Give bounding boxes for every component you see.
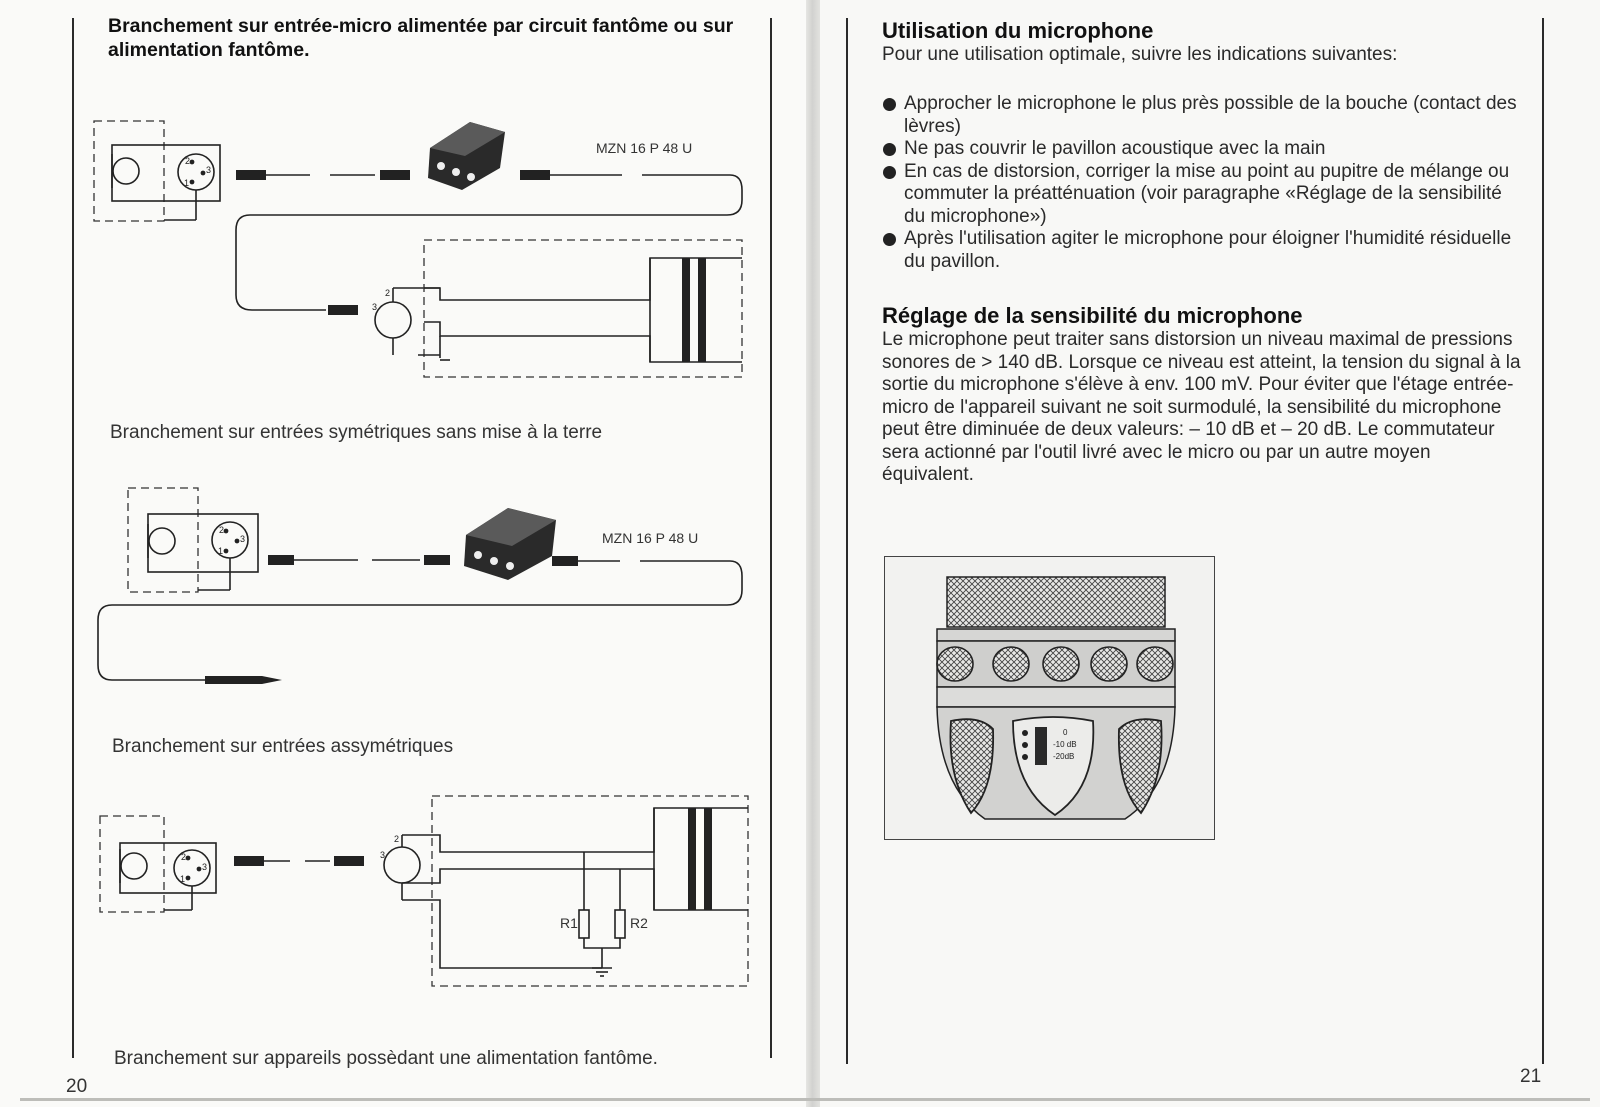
wiring-diagrams — [0, 0, 800, 1040]
pin-label-1: 1 — [184, 178, 190, 188]
pin-label-2: 2 — [185, 156, 191, 166]
input-stage-outline-1 — [424, 240, 742, 377]
section-sensitivity-title: Réglage de la sensibilité du microphone — [882, 303, 1303, 328]
grille-mesh — [947, 577, 1165, 627]
phantom-power-adapter-2 — [464, 508, 556, 580]
mic-housing-outline — [94, 121, 164, 221]
jack-plug-2 — [205, 676, 282, 684]
phantom-power-adapter-1 — [428, 122, 505, 190]
microphone-drawing — [885, 557, 1214, 839]
page-number-left: 20 — [66, 1076, 88, 1097]
svg-text:3: 3 — [380, 850, 386, 860]
usage-bullet: Après l'utilisation agiter le microphone pour éloigner l'humidité résiduelle du pavillon. — [882, 228, 1522, 273]
left-heading: Branchement sur entrée-micro alimentée par circuit fantôme ou sur alimentation fantôme. — [108, 15, 734, 61]
switch-label-0: 0 — [1063, 728, 1068, 737]
caption-diagram-1: Branchement sur entrées symétriques sans mise à la terre — [110, 422, 603, 443]
svg-text:2: 2 — [385, 288, 391, 298]
diagram-3 — [100, 796, 748, 986]
usage-bullet: En cas de distorsion, corriger la mise au point au pupitre de mélange ou commuter la préatténuation (voir paragraphe «Réglage de la sensibilité du microphone») — [882, 161, 1522, 229]
diagram-2 — [98, 488, 742, 684]
svg-text:3: 3 — [240, 534, 246, 544]
svg-text:3: 3 — [372, 302, 378, 312]
section-usage — [882, 18, 1522, 67]
microphone-switch-illustration — [884, 556, 1215, 840]
resistor-label-r1: R1 — [560, 915, 578, 931]
attenuation-switch — [1035, 727, 1047, 765]
svg-text:3: 3 — [202, 862, 208, 872]
usage-bullet: Approcher le microphone le plus près possible de la bouche (contact des lèvres) — [882, 93, 1522, 138]
mic-housing-outline-3 — [100, 816, 164, 912]
mic-housing-outline-2 — [128, 488, 198, 592]
caption-diagram-3: Branchement sur appareils possèdant une alimentation fantôme. — [114, 1048, 658, 1069]
mic-capsule-symbol — [112, 154, 139, 188]
section-usage-title: Utilisation du microphone — [882, 18, 1154, 43]
pin-label-3: 3 — [206, 165, 212, 175]
adapter-label-1: MZN 16 P 48 U — [596, 140, 693, 156]
caption-diagram-2: Branchement sur entrées assymétriques — [112, 736, 454, 757]
ground-symbol — [592, 968, 612, 976]
svg-text:2: 2 — [219, 525, 225, 535]
xlr-cable-plug-1 — [236, 170, 410, 180]
xlr-cable-plug-2 — [268, 555, 450, 565]
resistor-r1 — [579, 910, 589, 938]
svg-text:1: 1 — [218, 546, 224, 556]
section-sensitivity — [882, 303, 1522, 487]
right-page-left-rule — [846, 18, 848, 1064]
page-bottom-edge — [20, 1098, 1590, 1101]
resistor-r2 — [615, 910, 625, 938]
right-page-right-rule — [1542, 18, 1544, 1064]
usage-bullet: Ne pas couvrir le pavillon acoustique avec la main — [882, 138, 1522, 161]
transformer-core-3b — [704, 808, 712, 910]
svg-text:1: 1 — [180, 874, 186, 884]
adapter-label-2: MZN 16 P 48 U — [602, 530, 699, 546]
resistor-label-r2: R2 — [630, 915, 648, 931]
usage-bullet-list — [882, 93, 1522, 273]
switch-label-20db: -20dB — [1053, 752, 1075, 761]
section-sensitivity-body: Le microphone peut traiter sans distorsion un niveau maximal de pressions sonores de > 140 dB. Lorsque ce niveau est atteint, la tension du signal à la sortie du microphone s'élève à env. 100 mV. Pour éviter que l'étage entrée-micro de l'appareil suivant ne soit surmodulé, la sensibilité du microphone peut être diminuée de deux valeurs: – 10 dB et – 20 dB. Le commutateur sera actionné par l'outil livré avec le micro ou par un autre moyen équivalent. — [882, 329, 1521, 485]
diagram-1 — [94, 121, 742, 377]
page-gutter — [806, 0, 820, 1107]
section-usage-intro: Pour une utilisation optimale, suivre les indications suivantes: — [882, 44, 1398, 65]
output-cable-1 — [236, 170, 742, 315]
transformer-core-1b — [698, 258, 706, 362]
switch-label-10db: -10 dB — [1053, 740, 1077, 749]
page-number-right: 21 — [1520, 1066, 1542, 1087]
transformer-core-1a — [682, 258, 690, 362]
svg-text:2: 2 — [394, 834, 400, 844]
xlr-input-connector-3 — [380, 834, 420, 883]
svg-text:2: 2 — [181, 852, 187, 862]
input-stage-outline-3 — [432, 796, 748, 986]
transformer-core-3a — [688, 808, 696, 910]
xlr-connector-mic-1 — [178, 154, 214, 190]
